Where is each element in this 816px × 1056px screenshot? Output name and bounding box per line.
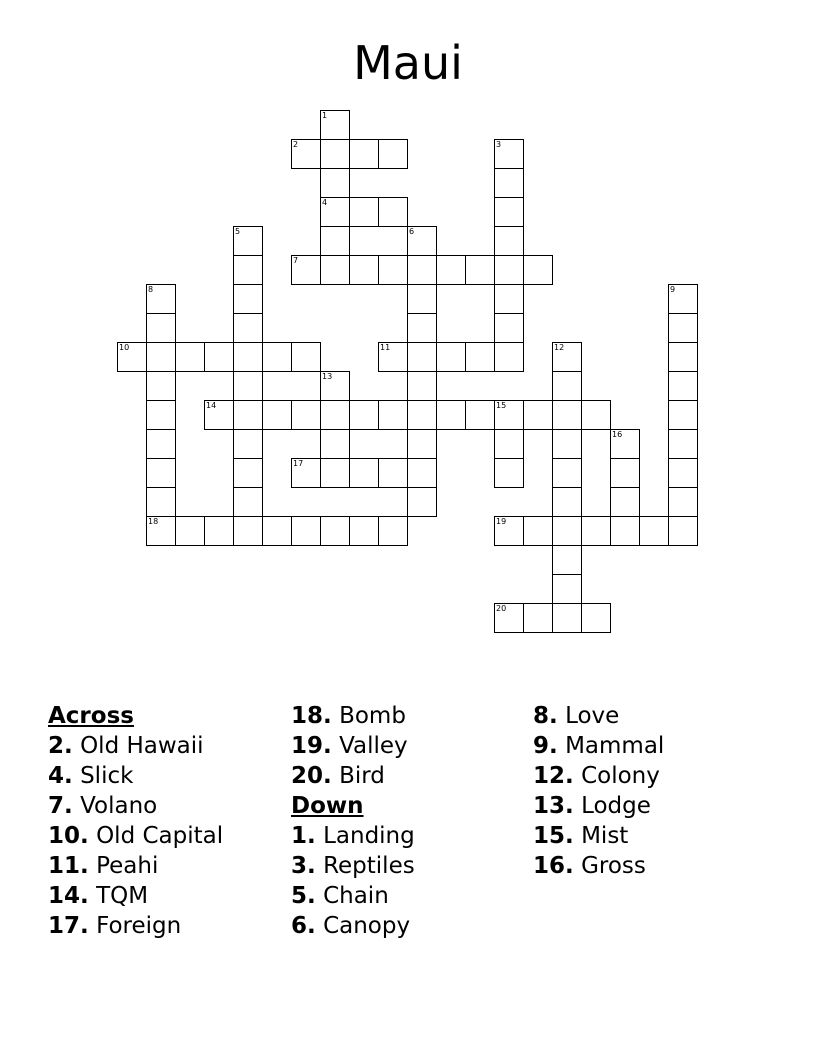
grid-cell[interactable] bbox=[349, 139, 379, 169]
grid-cell[interactable] bbox=[320, 197, 350, 227]
grid-cell[interactable] bbox=[349, 400, 379, 430]
grid-cell[interactable] bbox=[552, 487, 582, 517]
grid-cell[interactable] bbox=[552, 371, 582, 401]
down-clue-5: 5. Chain bbox=[291, 883, 389, 909]
clue-number: 13 bbox=[533, 793, 566, 819]
grid-cell[interactable] bbox=[523, 255, 553, 285]
grid-cell[interactable] bbox=[407, 342, 437, 372]
grid-cell[interactable] bbox=[407, 255, 437, 285]
grid-cell[interactable] bbox=[233, 226, 263, 256]
grid-cell[interactable] bbox=[204, 400, 234, 430]
clue-text: Valley bbox=[339, 733, 408, 759]
cell-number: 6 bbox=[409, 227, 415, 236]
down-clue-12: 12. Colony bbox=[533, 763, 660, 789]
clue-text: Peahi bbox=[96, 853, 159, 879]
grid-cell[interactable] bbox=[146, 429, 176, 459]
grid-cell[interactable] bbox=[494, 516, 524, 546]
clue-number: 14 bbox=[48, 883, 81, 909]
grid-cell[interactable] bbox=[552, 574, 582, 604]
clue-number: 16 bbox=[533, 853, 566, 879]
grid-cell[interactable] bbox=[233, 429, 263, 459]
clue-text: Gross bbox=[581, 853, 646, 879]
grid-cell[interactable] bbox=[610, 429, 640, 459]
grid-cell[interactable] bbox=[349, 255, 379, 285]
clue-number: 10 bbox=[48, 823, 81, 849]
clue-number: 5 bbox=[291, 883, 308, 909]
grid-cell[interactable] bbox=[146, 284, 176, 314]
grid-cell[interactable] bbox=[436, 255, 466, 285]
cell-number: 12 bbox=[554, 343, 565, 352]
grid-cell[interactable] bbox=[668, 313, 698, 343]
clue-number: 15 bbox=[533, 823, 566, 849]
grid-cell[interactable] bbox=[233, 400, 263, 430]
cell-number: 16 bbox=[612, 430, 623, 439]
clue-text: Canopy bbox=[323, 913, 411, 939]
grid-cell[interactable] bbox=[175, 342, 205, 372]
across-clue-17: 17. Foreign bbox=[48, 913, 182, 939]
cell-number: 20 bbox=[496, 604, 507, 613]
grid-cell[interactable] bbox=[291, 139, 321, 169]
grid-cell[interactable] bbox=[610, 458, 640, 488]
grid-cell[interactable] bbox=[581, 516, 611, 546]
clue-number: 6 bbox=[291, 913, 308, 939]
grid-cell[interactable] bbox=[146, 487, 176, 517]
down-clue-15: 15. Mist bbox=[533, 823, 629, 849]
grid-cell[interactable] bbox=[291, 516, 321, 546]
clue-text: Old Hawaii bbox=[80, 733, 204, 759]
grid-cell[interactable] bbox=[320, 458, 350, 488]
grid-cell[interactable] bbox=[668, 429, 698, 459]
clue-number: 3 bbox=[291, 853, 308, 879]
grid-cell[interactable] bbox=[146, 400, 176, 430]
across-clue-4: 4. Slick bbox=[48, 763, 134, 789]
clue-text: Slick bbox=[80, 763, 134, 789]
grid-cell[interactable] bbox=[146, 516, 176, 546]
page-title: Maui bbox=[353, 36, 463, 90]
grid-cell[interactable] bbox=[552, 342, 582, 372]
grid-cell[interactable] bbox=[146, 313, 176, 343]
grid-cell[interactable] bbox=[494, 168, 524, 198]
grid-cell[interactable] bbox=[262, 400, 292, 430]
grid-cell[interactable] bbox=[291, 400, 321, 430]
grid-cell[interactable] bbox=[494, 400, 524, 430]
grid-cell[interactable] bbox=[523, 400, 553, 430]
grid-cell[interactable] bbox=[581, 603, 611, 633]
cell-number: 13 bbox=[322, 372, 333, 381]
clues-column-2 bbox=[291, 701, 415, 941]
grid-cell[interactable] bbox=[262, 516, 292, 546]
clue-text: Lodge bbox=[581, 793, 651, 819]
grid-cell[interactable] bbox=[494, 284, 524, 314]
grid-cell[interactable] bbox=[494, 255, 524, 285]
clue-text: Volano bbox=[80, 793, 158, 819]
clue-number: 1 bbox=[291, 823, 308, 849]
cell-number: 7 bbox=[293, 256, 299, 265]
grid-cell[interactable] bbox=[320, 516, 350, 546]
clue-text: Old Capital bbox=[96, 823, 224, 849]
grid-cell[interactable] bbox=[320, 168, 350, 198]
clue-text: Mammal bbox=[565, 733, 665, 759]
grid-cell[interactable] bbox=[668, 400, 698, 430]
clue-number: 11 bbox=[48, 853, 81, 879]
clue-number: 19 bbox=[291, 733, 324, 759]
clue-text: Landing bbox=[323, 823, 415, 849]
cell-number: 5 bbox=[235, 227, 241, 236]
grid-cell[interactable] bbox=[494, 429, 524, 459]
clue-number: 20 bbox=[291, 763, 324, 789]
down-clue-6: 6. Canopy bbox=[291, 913, 411, 939]
grid-cell[interactable] bbox=[233, 284, 263, 314]
grid-cell[interactable] bbox=[465, 400, 495, 430]
across-clue-18: 18. Bomb bbox=[291, 703, 406, 729]
grid-cell[interactable] bbox=[378, 255, 408, 285]
grid-cell[interactable] bbox=[494, 458, 524, 488]
grid-cell[interactable] bbox=[378, 342, 408, 372]
grid-cell[interactable] bbox=[117, 342, 147, 372]
grid-cell[interactable] bbox=[639, 516, 669, 546]
clue-number: 9 bbox=[533, 733, 550, 759]
grid-cell[interactable] bbox=[262, 342, 292, 372]
grid-cell[interactable] bbox=[378, 458, 408, 488]
grid-cell[interactable] bbox=[581, 400, 611, 430]
grid-cell[interactable] bbox=[378, 400, 408, 430]
grid-cell[interactable] bbox=[407, 371, 437, 401]
grid-cell[interactable] bbox=[320, 255, 350, 285]
grid-cell[interactable] bbox=[175, 516, 205, 546]
grid-cell[interactable] bbox=[465, 255, 495, 285]
grid-cell[interactable] bbox=[233, 371, 263, 401]
cell-number: 17 bbox=[293, 459, 304, 468]
across-clue-11: 11. Peahi bbox=[48, 853, 159, 879]
clue-number: 12 bbox=[533, 763, 566, 789]
grid-cell[interactable] bbox=[233, 516, 263, 546]
grid-cell[interactable] bbox=[378, 516, 408, 546]
grid-cell[interactable] bbox=[668, 371, 698, 401]
grid-cell[interactable] bbox=[436, 400, 466, 430]
clue-text: Bomb bbox=[339, 703, 406, 729]
grid-cell[interactable] bbox=[552, 400, 582, 430]
cell-number: 19 bbox=[496, 517, 507, 526]
grid-cell[interactable] bbox=[291, 342, 321, 372]
grid-cell[interactable] bbox=[204, 342, 234, 372]
grid-cell[interactable] bbox=[668, 284, 698, 314]
grid-cell[interactable] bbox=[320, 371, 350, 401]
grid-cell[interactable] bbox=[146, 342, 176, 372]
grid-cell[interactable] bbox=[668, 458, 698, 488]
clue-number: 2 bbox=[48, 733, 65, 759]
clue-text: TQM bbox=[96, 883, 149, 909]
grid-cell[interactable] bbox=[494, 226, 524, 256]
grid-cell[interactable] bbox=[494, 313, 524, 343]
across-clue-19: 19. Valley bbox=[291, 733, 408, 759]
grid-cell[interactable] bbox=[552, 429, 582, 459]
grid-cell[interactable] bbox=[407, 400, 437, 430]
grid-cell[interactable] bbox=[233, 342, 263, 372]
grid-cell[interactable] bbox=[494, 197, 524, 227]
grid-cell[interactable] bbox=[407, 429, 437, 459]
down-clue-9: 9. Mammal bbox=[533, 733, 665, 759]
cell-number: 9 bbox=[670, 285, 676, 294]
grid-cell[interactable] bbox=[668, 516, 698, 546]
grid-cell[interactable] bbox=[233, 458, 263, 488]
grid-cell[interactable] bbox=[494, 139, 524, 169]
clues-column-3 bbox=[533, 701, 664, 881]
grid-cell[interactable] bbox=[436, 342, 466, 372]
grid-cell[interactable] bbox=[552, 603, 582, 633]
grid-cell[interactable] bbox=[291, 255, 321, 285]
clue-text: Colony bbox=[581, 763, 660, 789]
cell-number: 15 bbox=[496, 401, 507, 410]
across-clue-7: 7. Volano bbox=[48, 793, 158, 819]
clue-text: Reptiles bbox=[323, 853, 415, 879]
down-heading: Down bbox=[291, 793, 364, 819]
cell-number: 11 bbox=[380, 343, 391, 352]
grid-cell[interactable] bbox=[233, 255, 263, 285]
cell-number: 10 bbox=[119, 343, 130, 352]
across-clue-20: 20. Bird bbox=[291, 763, 385, 789]
grid-cell[interactable] bbox=[407, 313, 437, 343]
grid-cell[interactable] bbox=[204, 516, 234, 546]
clue-number: 7 bbox=[48, 793, 65, 819]
cell-number: 1 bbox=[322, 111, 328, 120]
grid-cell[interactable] bbox=[552, 516, 582, 546]
grid-cell[interactable] bbox=[378, 139, 408, 169]
clues-column-1 bbox=[48, 701, 223, 941]
grid-cell[interactable] bbox=[610, 487, 640, 517]
grid-cell[interactable] bbox=[494, 342, 524, 372]
cell-number: 4 bbox=[322, 198, 328, 207]
across-clue-10: 10. Old Capital bbox=[48, 823, 224, 849]
across-clue-14: 14. TQM bbox=[48, 883, 149, 909]
cell-number: 8 bbox=[148, 285, 154, 294]
across-clue-2: 2. Old Hawaii bbox=[48, 733, 204, 759]
grid-cell[interactable] bbox=[349, 516, 379, 546]
cell-number: 2 bbox=[293, 140, 299, 149]
grid-cell[interactable] bbox=[320, 139, 350, 169]
grid-cell[interactable] bbox=[320, 226, 350, 256]
cell-number: 18 bbox=[148, 517, 159, 526]
grid-cell[interactable] bbox=[668, 487, 698, 517]
cell-number: 14 bbox=[206, 401, 217, 410]
grid-cell[interactable] bbox=[146, 371, 176, 401]
grid-cell[interactable] bbox=[668, 342, 698, 372]
down-clue-8: 8. Love bbox=[533, 703, 620, 729]
grid-cell[interactable] bbox=[291, 458, 321, 488]
down-clue-16: 16. Gross bbox=[533, 853, 646, 879]
down-clue-3: 3. Reptiles bbox=[291, 853, 415, 879]
grid-cell[interactable] bbox=[552, 458, 582, 488]
grid-cell[interactable] bbox=[407, 487, 437, 517]
grid-cell[interactable] bbox=[349, 197, 379, 227]
grid-cell[interactable] bbox=[146, 458, 176, 488]
grid-cell[interactable] bbox=[320, 110, 350, 140]
cell-number: 3 bbox=[496, 140, 502, 149]
clue-number: 17 bbox=[48, 913, 81, 939]
grid-cell[interactable] bbox=[233, 313, 263, 343]
grid-cell[interactable] bbox=[465, 342, 495, 372]
grid-cell[interactable] bbox=[378, 197, 408, 227]
grid-cell[interactable] bbox=[320, 429, 350, 459]
grid-cell[interactable] bbox=[552, 545, 582, 575]
grid-cell[interactable] bbox=[407, 458, 437, 488]
clue-text: Mist bbox=[581, 823, 629, 849]
down-clue-1: 1. Landing bbox=[291, 823, 415, 849]
clue-text: Bird bbox=[339, 763, 385, 789]
grid-cell[interactable] bbox=[407, 284, 437, 314]
clue-text: Chain bbox=[323, 883, 389, 909]
grid-cell[interactable] bbox=[407, 226, 437, 256]
grid-cell[interactable] bbox=[349, 458, 379, 488]
clue-number: 4 bbox=[48, 763, 65, 789]
clue-number: 18 bbox=[291, 703, 324, 729]
down-clue-13: 13. Lodge bbox=[533, 793, 651, 819]
grid-cell[interactable] bbox=[320, 400, 350, 430]
grid-cell[interactable] bbox=[523, 603, 553, 633]
grid-cell[interactable] bbox=[523, 516, 553, 546]
grid-cell[interactable] bbox=[494, 603, 524, 633]
clue-text: Foreign bbox=[96, 913, 182, 939]
clue-number: 8 bbox=[533, 703, 550, 729]
clue-text: Love bbox=[565, 703, 620, 729]
grid-cell[interactable] bbox=[610, 516, 640, 546]
grid-cell[interactable] bbox=[233, 487, 263, 517]
across-heading: Across bbox=[48, 703, 134, 729]
